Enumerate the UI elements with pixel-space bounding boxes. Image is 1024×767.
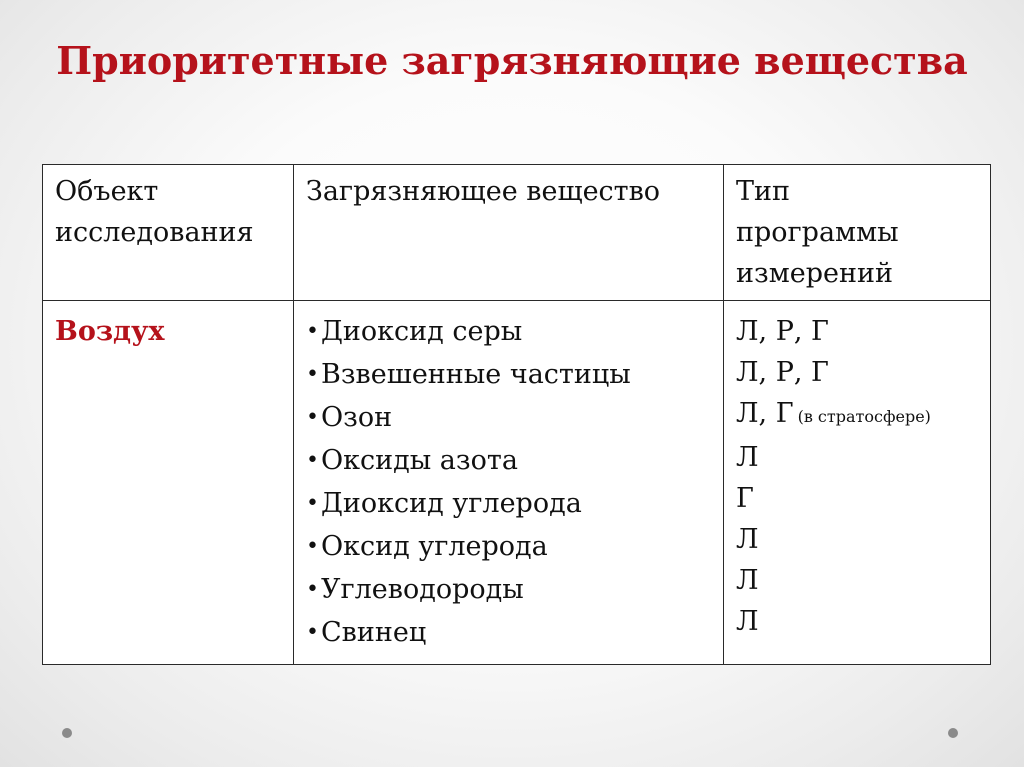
bullet-icon: •	[306, 534, 319, 559]
list-item	[736, 393, 978, 437]
bullet-icon: •	[306, 319, 319, 344]
program-type: Л, Р, Г	[736, 316, 829, 347]
pollutant-cell	[294, 301, 724, 665]
program-type: Л	[736, 524, 759, 555]
header-object	[43, 165, 294, 301]
list-item	[306, 569, 711, 612]
object-air-label: Воздух	[55, 316, 165, 347]
list-item	[306, 311, 711, 354]
pollutants-table-wrapper	[42, 164, 990, 665]
pollutant-name: Свинец	[320, 617, 427, 648]
bullet-icon: •	[306, 405, 319, 430]
list-item	[736, 352, 978, 393]
bullet-icon: •	[306, 491, 319, 516]
list-item	[306, 526, 711, 569]
header-pollutant	[294, 165, 724, 301]
list-item	[736, 478, 978, 519]
list-item	[306, 440, 711, 483]
pollutant-name: Взвешенные частицы	[320, 359, 631, 390]
header-program-line: измерений	[736, 258, 893, 289]
list-item	[736, 601, 978, 642]
pollutant-name: Оксид углерода	[320, 531, 548, 562]
header-object-line: исследования	[55, 217, 254, 248]
header-program	[724, 165, 991, 301]
list-item	[306, 483, 711, 526]
bullet-icon: •	[306, 448, 319, 473]
program-type: Л	[736, 565, 759, 596]
list-item	[306, 612, 711, 655]
table-row	[43, 301, 991, 665]
pollutant-name: Диоксид углерода	[320, 488, 582, 519]
pollutants-table	[42, 164, 991, 665]
object-cell	[43, 301, 294, 665]
pollutant-name: Озон	[320, 402, 393, 433]
pollutant-name: Диоксид серы	[320, 316, 523, 347]
list-item	[736, 560, 978, 601]
header-object-line: Объект	[55, 176, 159, 207]
program-type-note: (в стратосфере)	[797, 407, 931, 426]
bullet-icon: •	[306, 620, 319, 645]
program-type: Л, Г	[736, 398, 794, 429]
slide-title: Приоритетные загрязняющие вещества	[56, 38, 968, 83]
list-item	[306, 397, 711, 440]
list-item	[736, 311, 978, 352]
program-type-cell	[724, 301, 991, 665]
nav-prev-dot-icon[interactable]	[62, 728, 72, 738]
bullet-icon: •	[306, 577, 319, 602]
program-type: Л, Р, Г	[736, 357, 829, 388]
list-item	[306, 354, 711, 397]
pollutant-list	[306, 311, 711, 655]
program-type: Г	[736, 483, 754, 514]
program-type: Л	[736, 606, 759, 637]
header-program-line: программы	[736, 217, 899, 248]
header-program-line: Тип	[736, 176, 790, 207]
table-header-row	[43, 165, 991, 301]
nav-next-dot-icon[interactable]	[948, 728, 958, 738]
list-item	[736, 519, 978, 560]
pollutant-name: Оксиды азота	[320, 445, 518, 476]
pollutant-name: Углеводороды	[320, 574, 524, 605]
header-pollutant-line: Загрязняющее вещество	[306, 176, 661, 207]
program-type-list	[736, 311, 978, 642]
list-item	[736, 437, 978, 478]
program-type: Л	[736, 442, 759, 473]
bullet-icon: •	[306, 362, 319, 387]
